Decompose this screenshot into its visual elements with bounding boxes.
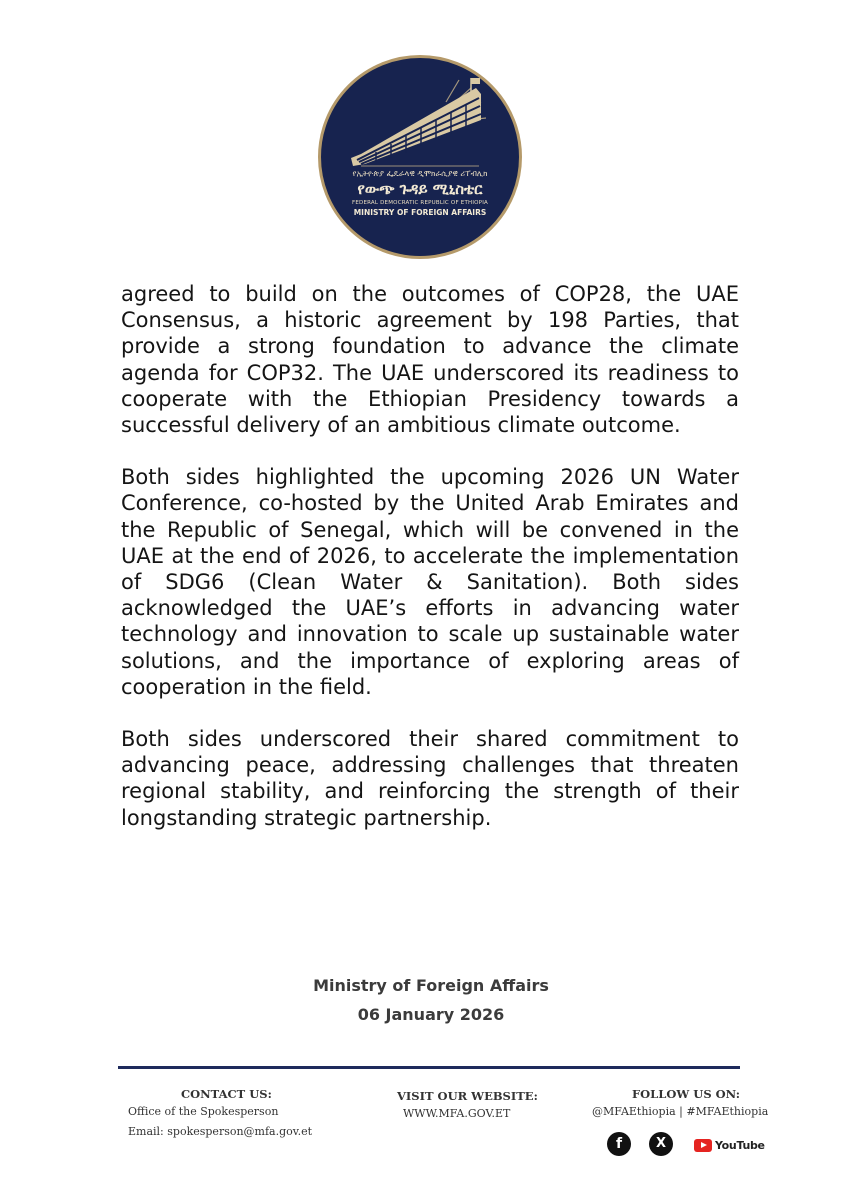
youtube-icon	[694, 1139, 712, 1152]
website-heading: VISIT OUR WEBSITE:	[397, 1089, 538, 1103]
signature-org: Ministry of Foreign Affairs	[313, 976, 549, 995]
logo-ministry-name: MINISTRY OF FOREIGN AFFAIRS	[353, 208, 487, 217]
follow-heading: FOLLOW US ON:	[632, 1087, 740, 1101]
building-emblem	[321, 58, 519, 256]
contact-email[interactable]: Email: spokesperson@mfa.gov.et	[128, 1125, 313, 1138]
logo-country-name: FEDERAL DEMOCRATIC REPUBLIC OF ETHIOPIA	[351, 200, 488, 206]
website-link[interactable]: WWW.MFA.GOV.ET	[403, 1107, 511, 1120]
footer-divider	[118, 1066, 740, 1069]
paragraph-water: Both sides highlighted the upcoming 2026 UN Water Conference, co-hosted by the United Arab Emirates and the Republic of Senegal, which will be convened in the UAE at the end of 2026, to accelerate the implementation of SDG6 (Clean Water & Sanitation). Both sides acknowledged the UAE’s efforts in advancing water technology and innovation to scale up sustainable water solutions, and the importance of exploring areas of cooperation in the field.	[121, 465, 739, 699]
logo-amharic-ministry: የውጭ ጉዳይ ሚኒስቴር	[357, 180, 483, 198]
contact-office: Office of the Spokesperson	[128, 1105, 279, 1118]
social-handles: @MFAEthiopia | #MFAEthiopia	[592, 1105, 769, 1118]
signature-date: 06 January 2026	[357, 1005, 505, 1024]
ministry-logo-seal	[318, 55, 522, 259]
youtube-label: YouTube	[715, 1138, 765, 1152]
contact-heading: CONTACT US:	[181, 1087, 272, 1101]
paragraph-climate: agreed to build on the outcomes of COP28, the UAE Consensus, a historic agreement by 198 Parties, that provide a strong foundation to advance the climate agenda for COP32. The UAE underscored its readiness to cooperate with the Ethiopian Presidency towards a successful delivery of an ambitious climate outcome.	[121, 282, 739, 438]
press-release-body	[121, 281, 739, 857]
x-icon[interactable]: X	[649, 1132, 673, 1156]
youtube-link[interactable]	[694, 1137, 765, 1153]
paragraph-peace: Both sides underscored their shared commitment to advancing peace, addressing challenges that threaten regional stability, and reinforcing the strength of their longstanding strategic partnership.	[121, 727, 739, 830]
facebook-icon[interactable]: f	[607, 1132, 631, 1156]
logo-amharic-country: የኢትዮጵያ ፌዴራላዊ ዲሞክራሲያዊ ሪፐብሊክ	[352, 169, 488, 178]
